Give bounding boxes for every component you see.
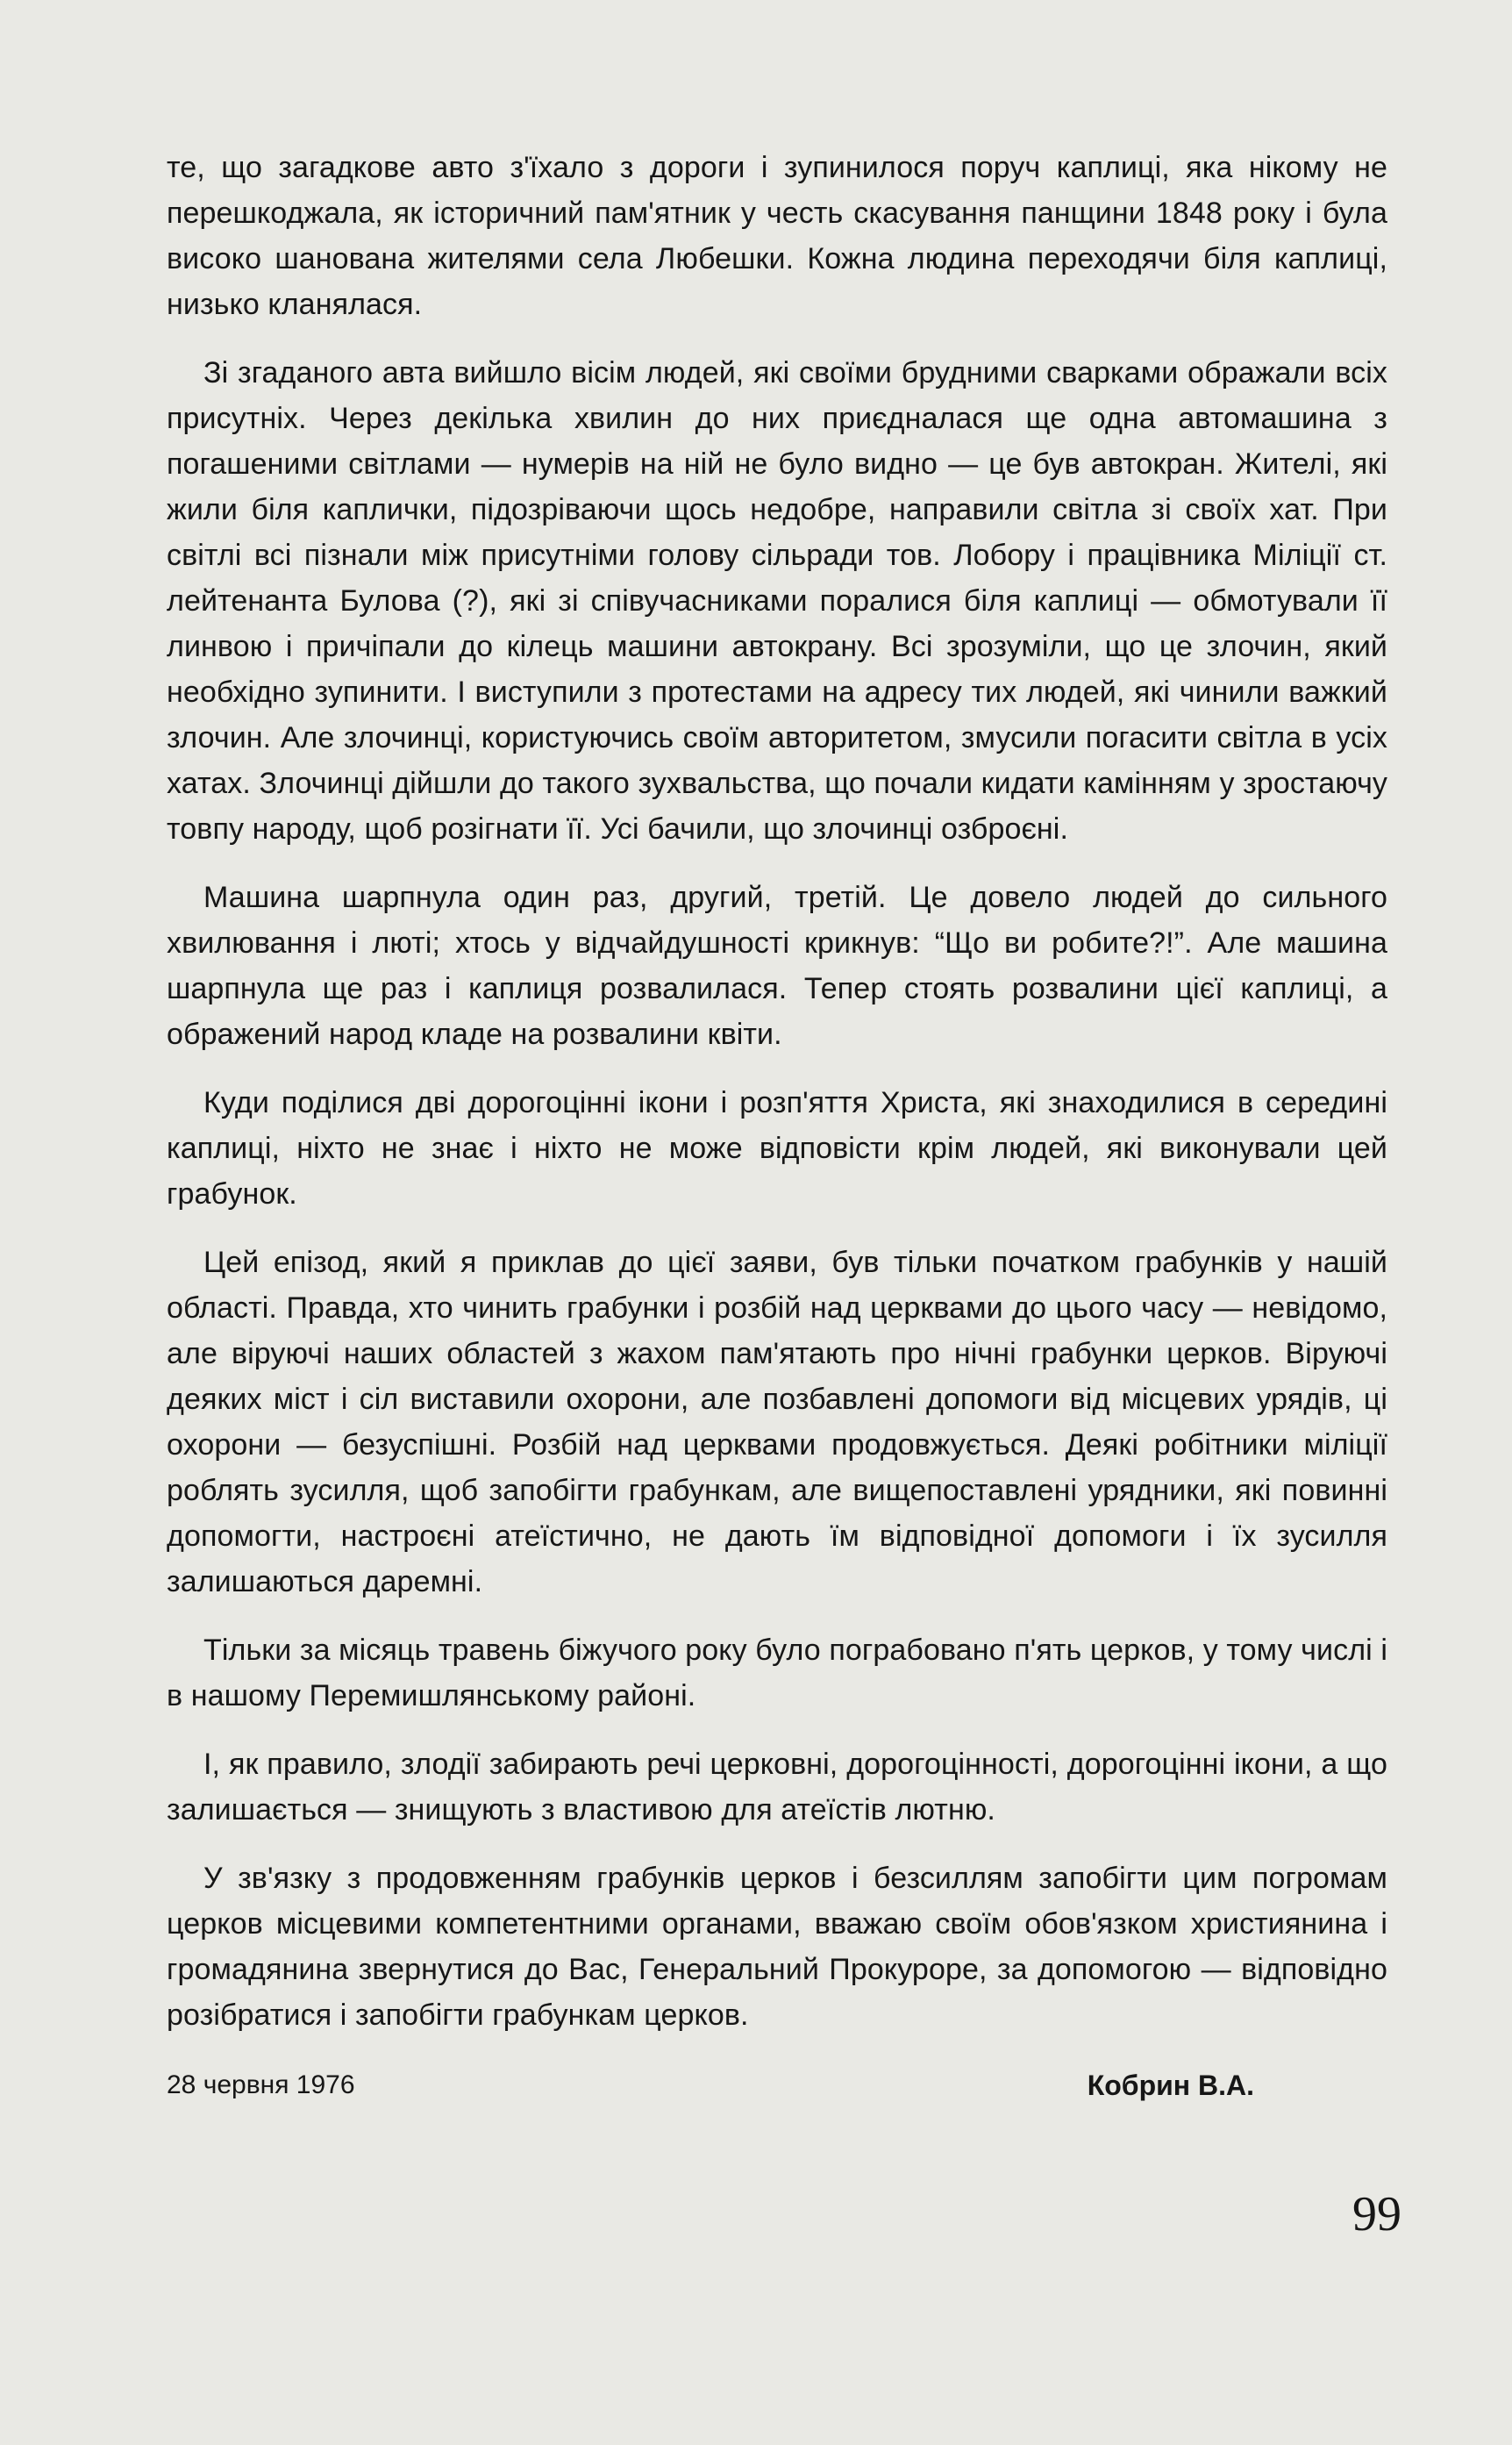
paragraph-7: І, як правило, злодії забирають речі церковні, дорогоцінності, дорогоцінні ікони, а що залишається — знищують з властивою для атеїстів лютню. [167,1748,1387,1827]
paragraph-4: Куди поділися дві дорогоцінні ікони і розп'яття Христа, які знаходилися в середині каплиці, ніхто не знає і ніхто не може відповісти крім людей, які виконували цей грабунок. [167,1086,1387,1211]
signature-block [167,2063,1254,2107]
paragraph-2: Зі згаданого авта вийшло вісім людей, які своїми брудними сварками ображали всіх присутніх. Через декілька хвилин до них приєдналася ще одна автомашина з погашеними світлами — нумерів на ній не було видно — це був автокран. Жителі, які жили біля каплички, підозріваючи щось недобре, направили світла зі своїх хат. При світлі всі пізнали між присутніми голову сільради тов. Лобору і працівника Міліції ст. лейтенанта Булова (?), які зі співучасниками поралися біля каплиці — обмотували її линвою і причіпали до кілець машини автокрану. Всі зрозуміли, що це злочин, який необхідно зупинити. І виступили з протестами на адресу тих людей, які чинили важкий злочин. Але злочинці, користуючись своїм авторитетом, змусили погасити світла в усіх хатах. Злочинці дійшли до такого зухвальства, що почали кидати камінням у зростаючу товпу народу, щоб розігнати її. Усі бачили, що злочинці озброєні. [167,356,1387,846]
paragraph-1: те, що загадкове авто з'їхало з дороги і зупинилося поруч каплиці, яка нікому не перешкоджала, як історичний пам'ятник у честь скасування панщини 1848 року і була високо шанована жителями села Любешки. Кожна людина переходячи біля каплиці, низько кланялася. [167,151,1387,321]
page-number: 99 [1352,2187,1401,2241]
paragraph-8: У зв'язку з продовженням грабунків церков і безсиллям запобігти цим погромам церков місцевими компетентними органами, вважаю своїм обов'язком християнина і громадянина звернутися до Вас, Генеральний Прокуроре, за допомогою — відповідно розібратися і запобігти грабункам церков. [167,1862,1387,2032]
document-body [167,145,1387,2061]
paragraph-3: Машина шарпнула один раз, другий, третій. Це довело людей до сильного хвилювання і люті; хтось у відчайдушності крикнув: “Що ви робите?!”. Але машина шарпнула ще раз і каплиця розвалилася. Тепер стоять розвалини цієї каплиці, а ображений народ кладе на розвалини квіти. [167,881,1387,1051]
paragraph-6: Тільки за місяць травень біжучого року було пограбовано п'ять церков, у тому числі і в нашому Перемишлянському районі. [167,1634,1387,1712]
document-date: 28 червня 1976 [167,2070,355,2099]
signatory-name: Кобрин В.А. [1087,2070,1254,2101]
paragraph-5: Цей епізод, який я приклав до цієї заяви, був тільки початком грабунків у нашій області. Правда, хто чинить грабунки і розбій над церквами до цього часу — невідомо, але віруючі наших областей з жахом пам'ятають про нічні грабунки церков. Віруючі деяких міст і сіл виставили охорони, але позбавлені допомоги від місцевих урядів, ці охорони — безуспішні. Розбій над церквами продовжується. Деякі робітники міліції роблять зусилля, щоб запобігти грабункам, але вищепоставлені урядники, які повинні допомогти, настроєні атеїстично, не дають їм відповідної допомоги і їх зусилля залишаються даремні. [167,1246,1387,1598]
